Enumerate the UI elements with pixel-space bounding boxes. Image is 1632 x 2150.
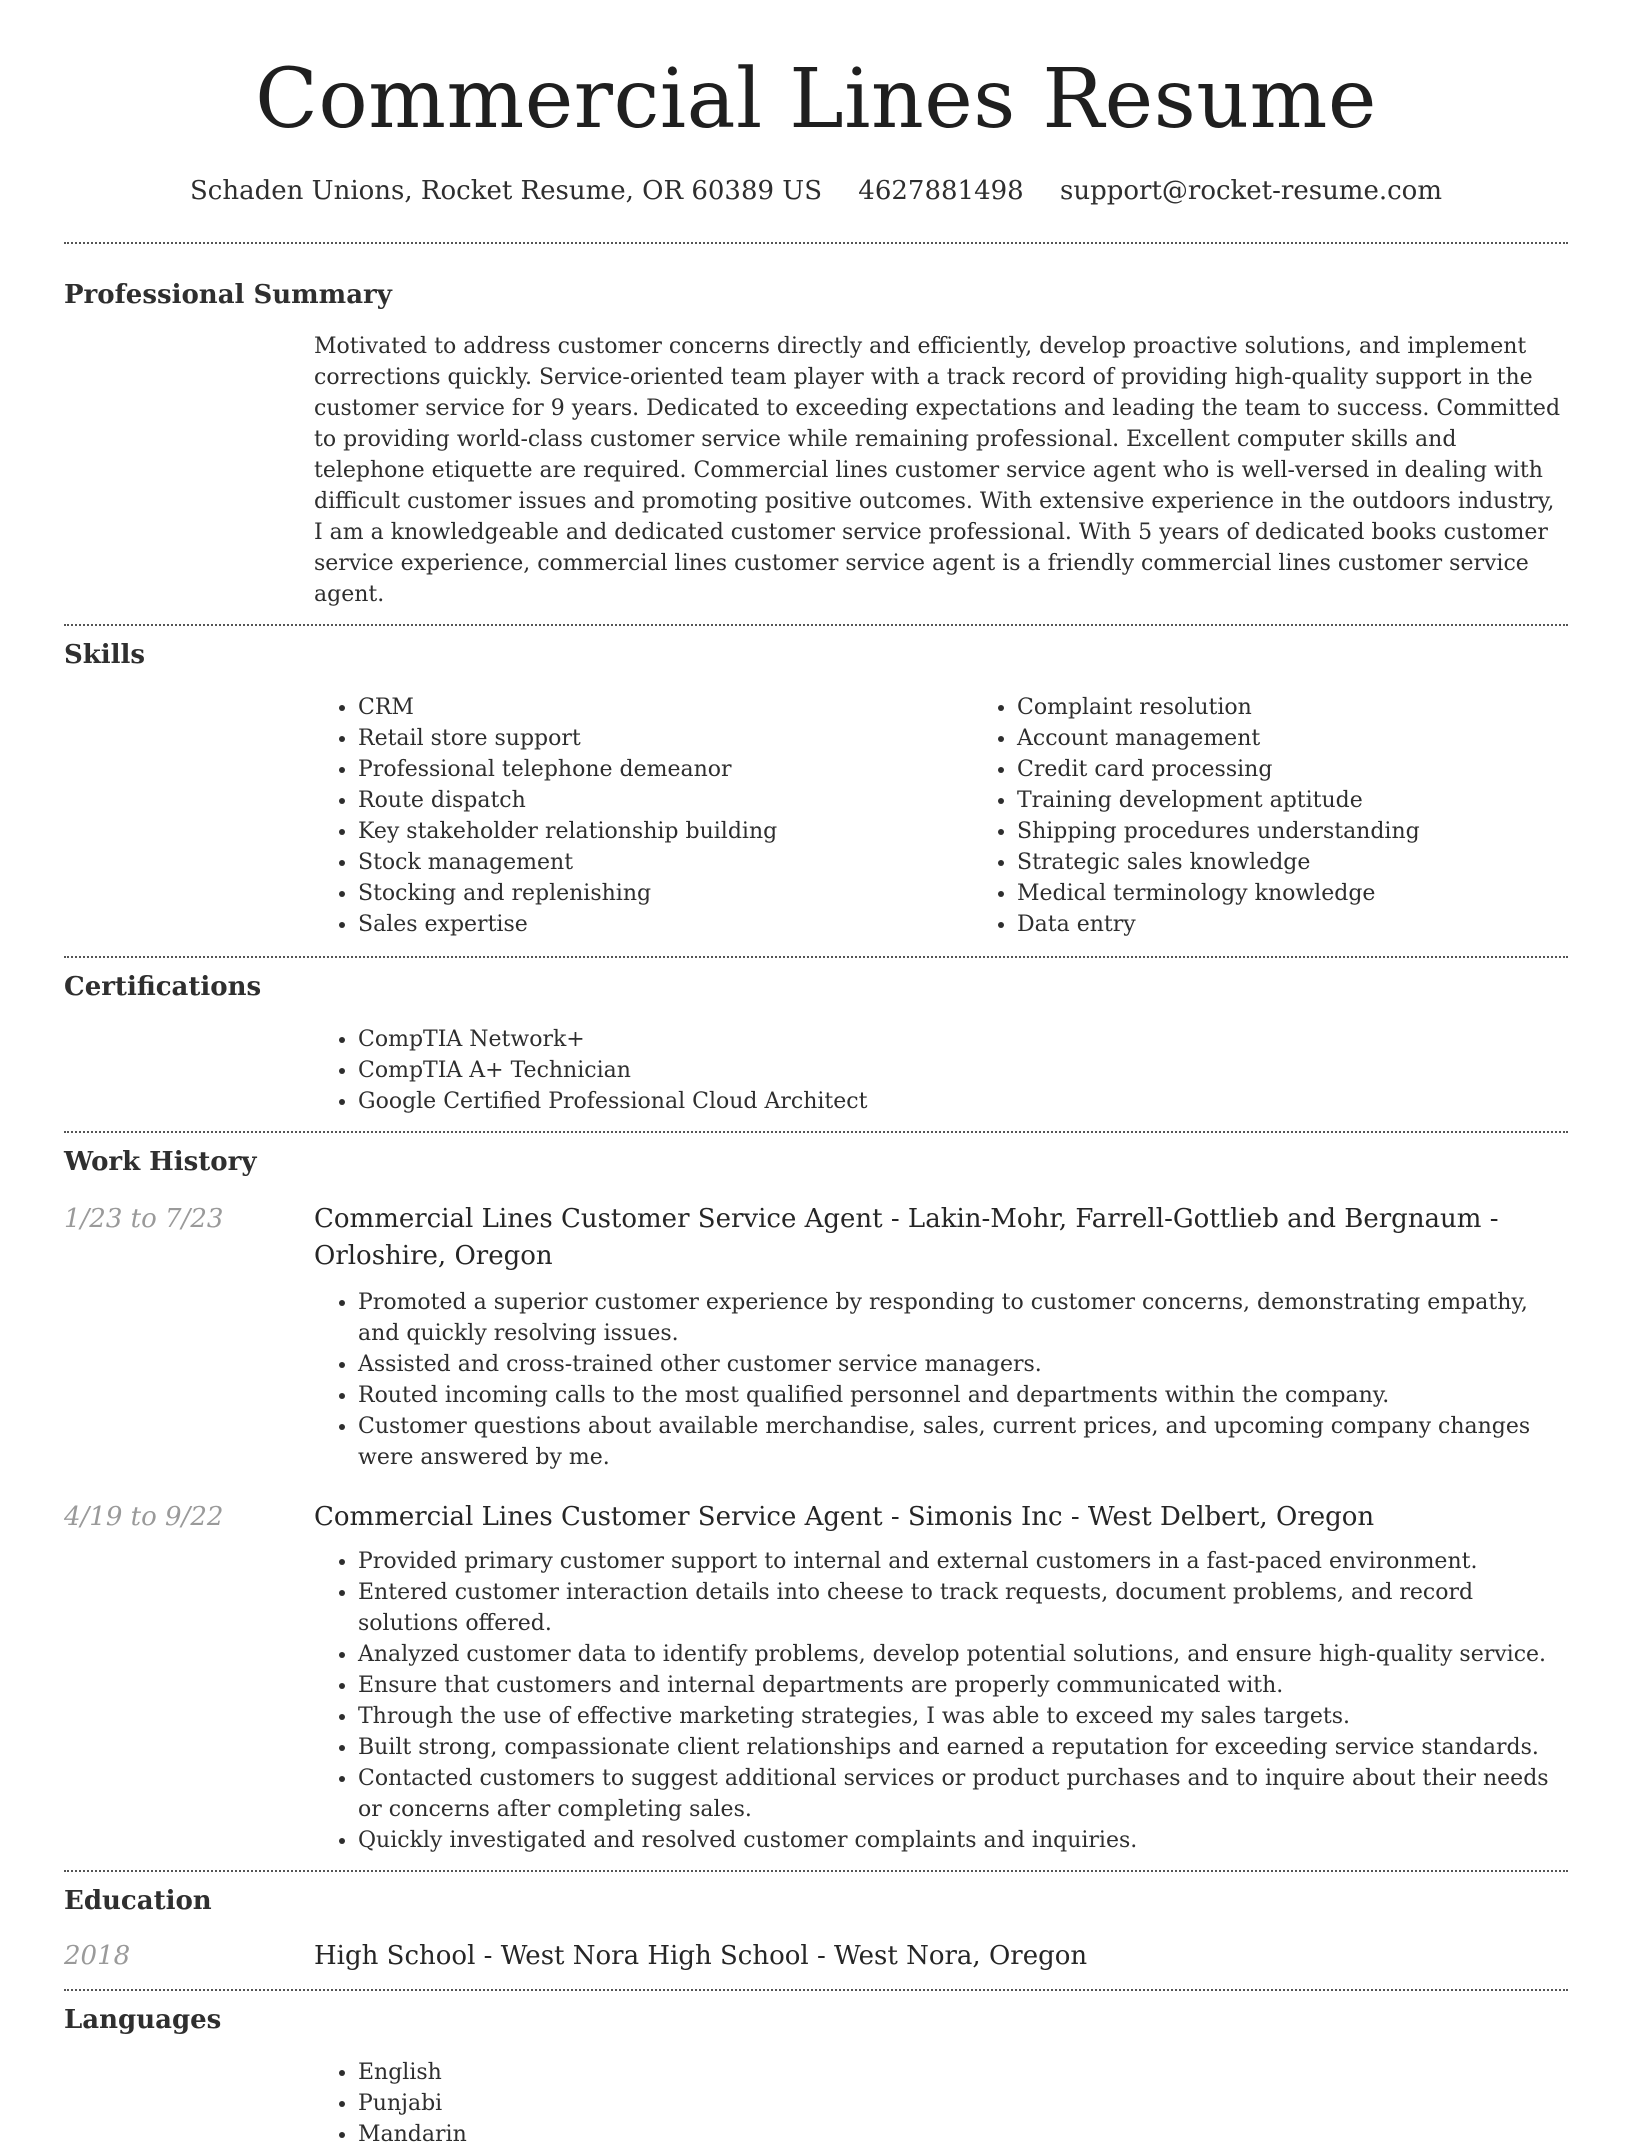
list-item: • Strategic sales knowledge — [1017, 847, 1632, 878]
list-item: • Data entry — [1017, 909, 1632, 940]
education-entry: High School - West Nora High School - West Nora, Oregon — [314, 1941, 1088, 1971]
resume-page — [64, 0, 1568, 2150]
list-item: • Training development aptitude — [1017, 785, 1632, 816]
skills-list-left — [314, 692, 973, 940]
summary-heading: Professional Summary — [64, 280, 392, 310]
list-item: • Stocking and replenishing — [358, 878, 973, 909]
job-title: Commercial Lines Customer Service Agent - Simonis Inc - West Delbert, Oregon — [314, 1502, 1375, 1532]
list-item: • Stock management — [358, 847, 973, 878]
list-item: • Key stakeholder relationship building — [358, 816, 973, 847]
list-item: • CompTIA A+ Technician — [358, 1055, 1568, 1086]
list-item: • Quickly investigated and resolved customer complaints and inquiries. — [358, 1825, 1568, 1856]
list-item: • Customer questions about available merchandise, sales, current prices, and upcoming company changes were answered by me. — [358, 1411, 1568, 1473]
list-item: • Google Certified Professional Cloud Architect — [358, 1086, 1568, 1117]
list-item: • Route dispatch — [358, 785, 973, 816]
job-dates: 1/23 to 7/23 — [64, 1204, 224, 1234]
skills-list-right — [973, 692, 1632, 940]
list-item: • Complaint resolution — [1017, 692, 1632, 723]
summary-spacer — [64, 331, 314, 610]
list-item: • Provided primary customer support to internal and external customers in a fast-paced environment. — [358, 1546, 1568, 1577]
languages-list — [314, 2057, 1568, 2150]
list-item: • Retail store support — [358, 723, 973, 754]
skills-heading: Skills — [64, 640, 146, 670]
list-item: • Contacted customers to suggest additional services or product purchases and to inquire about their needs or concerns after completing sales. — [358, 1763, 1568, 1825]
summary-text: Motivated to address customer concerns directly and efficiently, develop proactive solutions, and implement corrections quickly. Service-oriented team player with a track record of providing high-quality support in the customer service for 9 years. Dedicated to exceeding expectations and leading the team to success. Committed to providing world-class customer service while remaining professional. Excellent computer skills and telephone etiquette are required. Commercial lines customer service agent who is well-versed in dealing with difficult customer issues and promoting positive outcomes. With extensive experience in the outdoors industry, I am a knowledgeable and dedicated customer service professional. With 5 years of dedicated books customer service experience, commercial lines customer service agent is a friendly commercial lines customer service agent. — [314, 334, 1561, 607]
summary-section — [64, 244, 1568, 624]
job-title: Commercial Lines Customer Service Agent - Lakin-Mohr, Farrell-Gottlieb and Bergnaum - Orloshire, Oregon — [314, 1204, 1499, 1271]
contact-line — [64, 174, 1568, 208]
work-history-section — [64, 1133, 1568, 1870]
education-year: 2018 — [64, 1941, 131, 1971]
list-item: • Shipping procedures understanding — [1017, 816, 1632, 847]
list-item: • Professional telephone demeanor — [358, 754, 973, 785]
contact-email: support@rocket-resume.com — [1059, 176, 1442, 206]
job-bullets — [314, 1287, 1568, 1473]
list-item: • Sales expertise — [358, 909, 973, 940]
list-item: • Credit card processing — [1017, 754, 1632, 785]
list-item: • Analyzed customer data to identify problems, develop potential solutions, and ensure high-quality service. — [358, 1639, 1568, 1670]
list-item: • Routed incoming calls to the most qualified personnel and departments within the company. — [358, 1380, 1568, 1411]
list-item: • Assisted and cross-trained other customer service managers. — [358, 1349, 1568, 1380]
languages-spacer — [64, 2057, 314, 2150]
list-item: • Account management — [1017, 723, 1632, 754]
list-item: • Entered customer interaction details into cheese to track requests, document problems, and record solutions offered. — [358, 1577, 1568, 1639]
list-item: • Mandarin — [358, 2119, 1568, 2150]
job-bullets — [314, 1546, 1568, 1856]
certifications-section — [64, 958, 1568, 1131]
contact-phone: 4627881498 — [858, 176, 1024, 206]
languages-heading: Languages — [64, 2005, 222, 2035]
skills-section — [64, 626, 1568, 956]
list-item: • Promoted a superior customer experience by responding to customer concerns, demonstrating empathy, and quickly resolving issues. — [358, 1287, 1568, 1349]
job-entry — [64, 1499, 1568, 1856]
list-item: • CompTIA Network+ — [358, 1024, 1568, 1055]
education-heading: Education — [64, 1886, 212, 1916]
certifications-list — [314, 1024, 1568, 1117]
list-item: • Built strong, compassionate client relationships and earned a reputation for exceeding service standards. — [358, 1732, 1568, 1763]
list-item: • Through the use of effective marketing strategies, I was able to exceed my sales targets. — [358, 1701, 1568, 1732]
work-history-heading: Work History — [64, 1147, 257, 1177]
list-item: • English — [358, 2057, 1568, 2088]
education-section — [64, 1872, 1568, 1989]
languages-section — [64, 1991, 1568, 2150]
list-item: • Punjabi — [358, 2088, 1568, 2119]
list-item: • CRM — [358, 692, 973, 723]
certifications-heading: Certifications — [64, 972, 262, 1002]
job-entry — [64, 1201, 1568, 1473]
job-dates: 4/19 to 9/22 — [64, 1502, 224, 1532]
resume-title: Commercial Lines Resume — [255, 52, 1377, 147]
contact-address: Schaden Unions, Rocket Resume, OR 60389 US — [190, 176, 823, 206]
list-item: • Ensure that customers and internal departments are properly communicated with. — [358, 1670, 1568, 1701]
list-item: • Medical terminology knowledge — [1017, 878, 1632, 909]
skills-spacer — [64, 692, 314, 940]
certifications-spacer — [64, 1024, 314, 1117]
